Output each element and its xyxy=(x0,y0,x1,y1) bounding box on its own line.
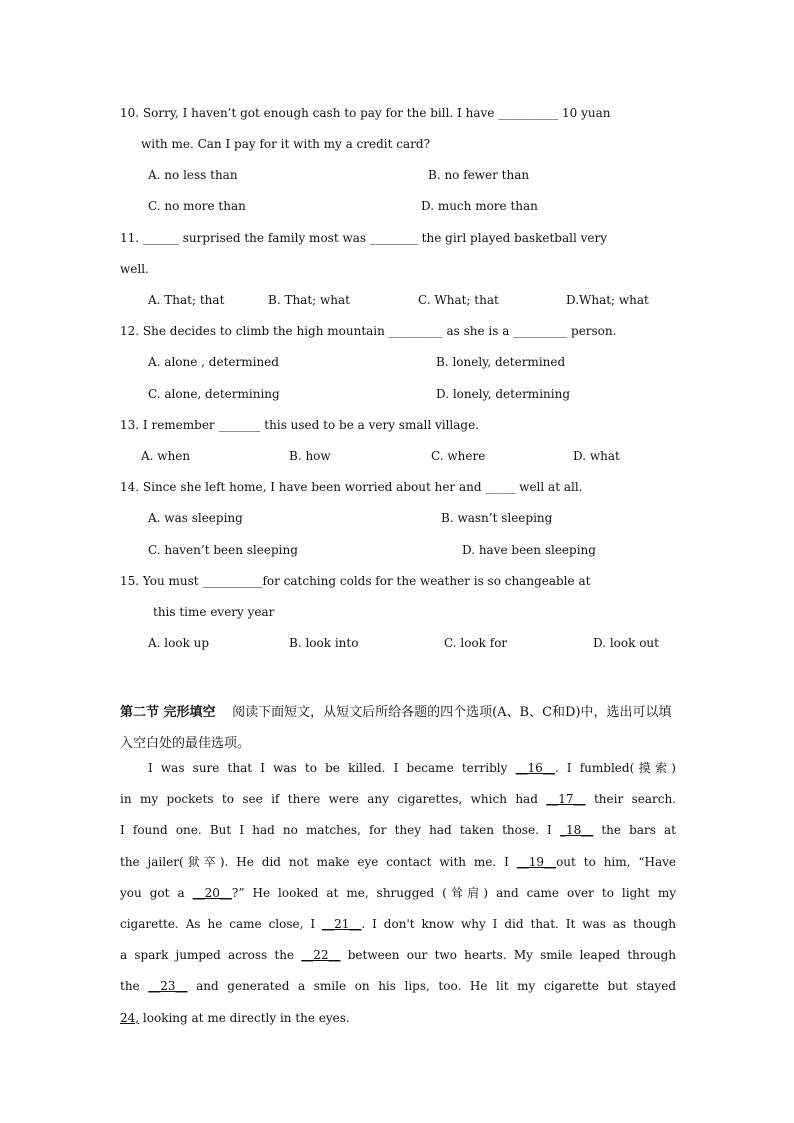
question-15-option-d: D. look out xyxy=(593,636,659,650)
passage-line-4: the jailer(狱卒). He did not make eye contact with me. I __19__out to him, “Have xyxy=(120,855,676,869)
question-11-option-a: A. That; that xyxy=(148,293,225,307)
blank-17: __17__ xyxy=(546,792,586,806)
question-13-option-a: A. when xyxy=(141,449,191,463)
question-14-option-b: B. wasn’t sleeping xyxy=(441,511,553,525)
question-10-option-d: D. much more than xyxy=(421,199,538,213)
question-15-option-a: A. look up xyxy=(148,636,210,650)
question-11-line-1: 11. ______ surprised the family most was ________ the girl played basketball very xyxy=(120,231,608,245)
question-14-line-1: 14. Since she left home, I have been worried about her and _____ well at all. xyxy=(120,480,583,494)
blank-23: __23__ xyxy=(148,979,188,993)
question-11-option-c: C. What; that xyxy=(418,293,499,307)
question-13-line-1: 13. I remember _______ this used to be a very small village. xyxy=(120,418,480,432)
blank-16: __16__ xyxy=(515,761,555,775)
question-10-option-a: A. no less than xyxy=(148,168,238,182)
question-11-option-b: B. That; what xyxy=(268,293,350,307)
passage-line-9: 24, looking at me directly in the eyes. xyxy=(120,1011,350,1025)
blank-21: __21__ xyxy=(322,917,362,931)
question-11-option-d: D.What; what xyxy=(566,293,649,307)
question-13-option-c: C. where xyxy=(431,449,486,463)
question-12-option-d: D. lonely, determining xyxy=(436,387,571,401)
question-12-option-a: A. alone , determined xyxy=(148,355,279,369)
question-12-line-1: 12. She decides to climb the high mountain _________ as she is a _________ person. xyxy=(120,324,617,338)
question-15-option-b: B. look into xyxy=(289,636,359,650)
question-10-line-1: 10. Sorry, I haven’t got enough cash to pay for the bill. I have __________ 10 yuan xyxy=(120,106,611,120)
question-10-line-2: with me. Can I pay for it with my a credit card? xyxy=(141,137,430,151)
question-10-option-b: B. no fewer than xyxy=(428,168,530,182)
question-13-option-b: B. how xyxy=(289,449,331,463)
passage-line-8: the __23__ and generated a smile on his lips, too. He lit my cigarette but stayed xyxy=(120,979,676,993)
passage-line-5: you got a __20__?” He looked at me, shrugged (耸肩) and came over to light my xyxy=(120,886,676,900)
passage-line-6: cigarette. As he came close, I __21__. I don't know why I did that. It was as though xyxy=(120,917,676,931)
section-cloze xyxy=(120,697,680,759)
section-instruction: 阅读下面短文，从短文后所给各题的四个选项(A、B、C和D)中，选出可以填入空白处的最佳选项。 xyxy=(120,705,672,751)
question-15-line-2: this time every year xyxy=(153,605,275,619)
section-heading: 第二节 完形填空 xyxy=(120,705,216,720)
question-12-option-c: C. alone, determining xyxy=(148,387,280,401)
passage-line-7: a spark jumped across the __22__ between our two hearts. My smile leaped through xyxy=(120,948,677,962)
passage-line-1: I was sure that I was to be killed. I became terribly __16__. I fumbled(摸索) xyxy=(148,761,676,775)
question-14-option-c: C. haven’t been sleeping xyxy=(148,543,298,557)
blank-18: _18__ xyxy=(559,823,594,837)
question-14-option-a: A. was sleeping xyxy=(148,511,243,525)
question-10-option-c: C. no more than xyxy=(148,199,246,213)
blank-24: 24, xyxy=(120,1011,140,1025)
question-11-line-2: well. xyxy=(120,262,149,276)
question-13-option-d: D. what xyxy=(573,449,620,463)
passage-line-3: I found one. But I had no matches, for they had taken those. I _18__ the bars at xyxy=(120,823,676,837)
blank-19: __19__ xyxy=(516,855,557,869)
question-12-option-b: B. lonely, determined xyxy=(436,355,566,369)
blank-22: __22__ xyxy=(301,948,341,962)
question-15-line-1: 15. You must __________for catching colds for the weather is so changeable at xyxy=(120,574,591,588)
question-14-option-d: D. have been sleeping xyxy=(462,543,596,557)
passage-line-2: in my pockets to see if there were any cigarettes, which had __17__ their search. xyxy=(120,792,676,806)
question-15-option-c: C. look for xyxy=(444,636,508,650)
blank-20: __20__ xyxy=(192,886,232,900)
